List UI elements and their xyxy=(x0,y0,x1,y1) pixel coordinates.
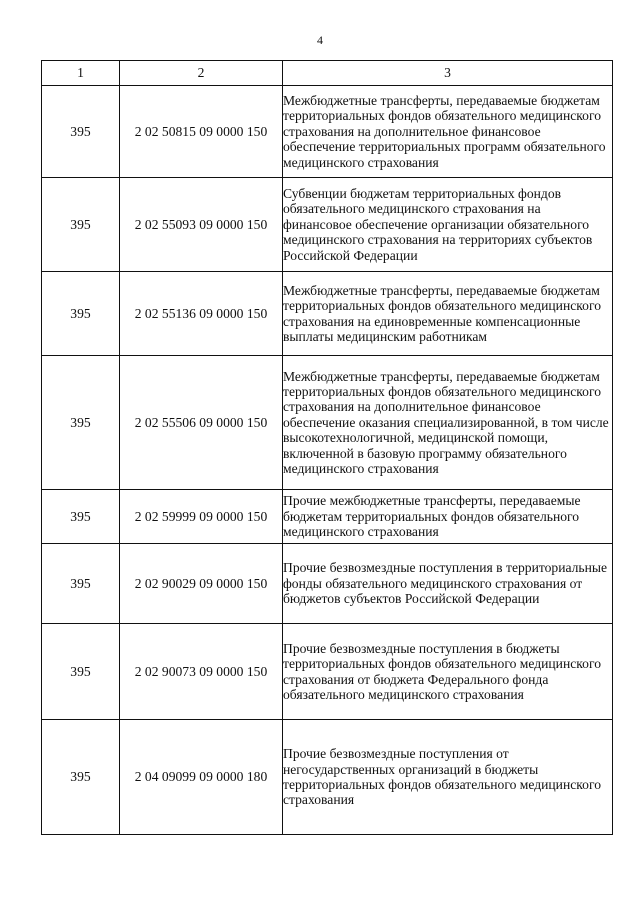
budget-code-cell: 2 02 55093 09 0000 150 xyxy=(120,178,283,272)
table-row xyxy=(42,720,613,835)
budget-codes-table xyxy=(41,60,613,835)
table-row xyxy=(42,490,613,544)
admin-code-cell: 395 xyxy=(42,356,120,490)
admin-code-cell: 395 xyxy=(42,544,120,624)
description-cell xyxy=(283,624,613,720)
table-row xyxy=(42,356,613,490)
budget-code-cell: 2 02 55506 09 0000 150 xyxy=(120,356,283,490)
description-text: Межбюджетные трансферты, передаваемые бюджетам территориальных фондов обязательного медицинского страхования на дополнительное финансовое обеспечение оказания специализированной, в том числе высокотехнологичной, медицинской помощи, включенной в базовую программу обязательного медицинского страхования xyxy=(283,368,609,477)
description-text: Прочие безвозмездные поступления от негосударственных организаций в бюджеты территориальных фондов обязательного медицинского страхования xyxy=(283,746,602,808)
admin-code-cell: 395 xyxy=(42,720,120,835)
description-cell xyxy=(283,272,613,356)
header-col-1: 1 xyxy=(42,61,120,86)
description-cell xyxy=(283,356,613,490)
table-row xyxy=(42,178,613,272)
budget-code-cell: 2 02 90073 09 0000 150 xyxy=(120,624,283,720)
table-row xyxy=(42,272,613,356)
budget-code-cell: 2 04 09099 09 0000 180 xyxy=(120,720,283,835)
budget-code-cell: 2 02 50815 09 0000 150 xyxy=(120,86,283,178)
table-header-row xyxy=(42,61,613,86)
description-text: Межбюджетные трансферты, передаваемые бюджетам территориальных фондов обязательного медицинского страхования на дополнительное финансовое обеспечение территориальных программ обязательного медицинского страхования xyxy=(283,92,606,170)
admin-code-cell: 395 xyxy=(42,272,120,356)
admin-code-cell: 395 xyxy=(42,490,120,544)
header-col-2: 2 xyxy=(120,61,283,86)
description-text: Субвенции бюджетам территориальных фондов обязательного медицинского страхования на финансовое обеспечение организации обязательного медицинского страхования на территориях субъектов Российской Федерации xyxy=(283,185,593,263)
admin-code-cell: 395 xyxy=(42,624,120,720)
budget-code-cell: 2 02 90029 09 0000 150 xyxy=(120,544,283,624)
description-text: Прочие безвозмездные поступления в бюджеты территориальных фондов обязательного медицинского страхования от бюджета Федерального фонда обязательного медицинского страхования xyxy=(283,640,602,702)
description-text: Прочие межбюджетные трансферты, передаваемые бюджетам территориальных фондов обязательного медицинского страхования xyxy=(283,493,581,540)
header-col-3: 3 xyxy=(283,61,613,86)
budget-code-cell: 2 02 59999 09 0000 150 xyxy=(120,490,283,544)
admin-code-cell: 395 xyxy=(42,178,120,272)
table-row xyxy=(42,624,613,720)
table-row xyxy=(42,544,613,624)
description-cell xyxy=(283,720,613,835)
description-cell xyxy=(283,178,613,272)
description-cell xyxy=(283,86,613,178)
description-cell xyxy=(283,490,613,544)
admin-code-cell: 395 xyxy=(42,86,120,178)
page-number: 4 xyxy=(317,33,323,47)
description-cell xyxy=(283,544,613,624)
description-text: Прочие безвозмездные поступления в территориальные фонды обязательного медицинского страхования от бюджетов субъектов Российской Федерации xyxy=(283,560,608,607)
description-text: Межбюджетные трансферты, передаваемые бюджетам территориальных фондов обязательного медицинского страхования на единовременные компенсационные выплаты медицинским работникам xyxy=(283,282,602,344)
budget-code-cell: 2 02 55136 09 0000 150 xyxy=(120,272,283,356)
table-row xyxy=(42,86,613,178)
